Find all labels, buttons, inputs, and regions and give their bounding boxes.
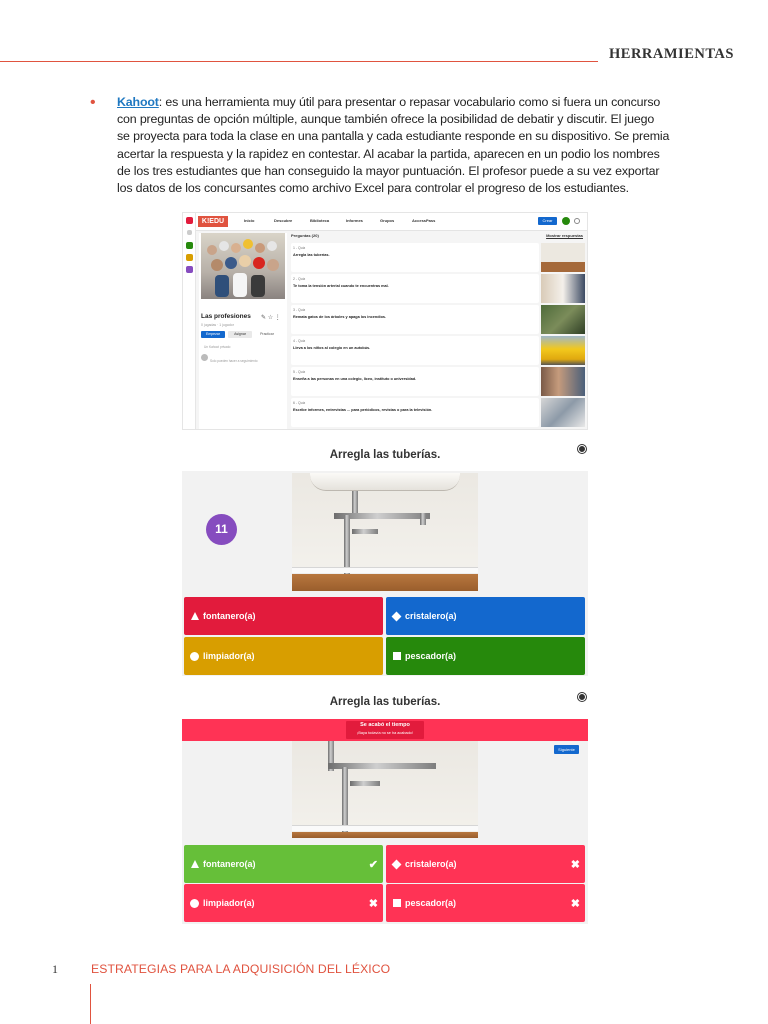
answer-option[interactable] (386, 637, 585, 675)
questions-panel (291, 233, 587, 429)
question-row[interactable] (291, 305, 539, 334)
nav-item-biblioteca[interactable]: Biblioteca (310, 218, 330, 223)
questions-header: Preguntas (20) (291, 233, 319, 238)
question-row[interactable] (291, 336, 539, 365)
question-title: Arregla las tuberías. (329, 696, 441, 708)
visibility-text: Un Kahoot privado (204, 345, 231, 349)
nav-item-inicio[interactable]: Inicio (244, 218, 255, 223)
question-number: 4 - Quiz (293, 339, 306, 343)
cross-icon: ✖ (368, 898, 378, 910)
kahoot-edu-logo[interactable]: K!EDU (198, 216, 228, 227)
cross-icon: ✖ (570, 898, 580, 910)
description-line: se proyecta para toda la clase en una pantalla y cada estudiante responde en su dispositivo. Se premia (117, 129, 670, 144)
answer-option[interactable] (386, 597, 585, 635)
times-up-box (346, 721, 424, 739)
question-row[interactable] (291, 367, 539, 396)
answer-label: pescador(a) (405, 898, 457, 908)
answer-label: limpiador(a) (203, 898, 255, 908)
description-line: : es una herramienta muy útil para presentar o repasar vocabulario como si fuera un concurso (158, 95, 661, 109)
circle-icon (189, 898, 200, 909)
answer-label: pescador(a) (405, 651, 457, 661)
sidebar-purple-icon[interactable] (186, 266, 193, 273)
dashboard-topbar (196, 213, 588, 231)
diamond-icon (391, 859, 402, 870)
footer-title: ESTRATEGIAS PARA LA ADQUISICIÓN DEL LÉXICO (91, 962, 391, 976)
sidebar-yellow-icon[interactable] (186, 254, 193, 261)
timer-countdown: 11 (206, 514, 237, 545)
nav-item-descubre[interactable]: Descubre (274, 218, 293, 223)
question-thumbnail (541, 305, 585, 334)
pipes-image (292, 741, 478, 838)
bullet-marker: • (90, 94, 96, 111)
sidebar-app-icon[interactable] (186, 217, 193, 224)
question-number: 5 - Quiz (293, 370, 306, 374)
settings-icon[interactable] (578, 693, 586, 701)
footer-rule (90, 984, 91, 1024)
header-rule (0, 61, 598, 62)
dashboard-sidebar (183, 213, 196, 430)
sidebar-green-icon[interactable] (186, 242, 193, 249)
description-line: los datos de los concursantes como archivo Excel para controlar el progreso de los estudiantes. (117, 181, 629, 196)
answer-label: cristalero(a) (405, 859, 457, 869)
question-text: Enseña a las personas en una colegio, liceo, instituto o universidad. (293, 377, 417, 381)
next-button[interactable]: Siguiente (554, 745, 579, 754)
question-thumbnail (541, 398, 585, 427)
triangle-icon (189, 611, 200, 622)
question-number: 6 - Quiz (293, 401, 306, 405)
kahoot-result-screenshot (182, 684, 588, 924)
assign-button[interactable]: Asignar (228, 331, 252, 338)
question-text: Lleva a los niños al colegio en un autobús. (293, 346, 371, 350)
question-row[interactable] (291, 243, 539, 272)
answer-label: cristalero(a) (405, 611, 457, 621)
answer-option-wrong[interactable] (386, 884, 585, 922)
question-thumbnail (541, 336, 585, 365)
kahoot-title: Las profesiones (201, 313, 251, 320)
page-number: 1 (52, 962, 58, 976)
settings-icon[interactable] (578, 445, 586, 453)
sidebar-arrow-icon[interactable] (187, 230, 192, 235)
description-line: acertar la respuesta y la rapidez en contestar. Al acabar la partida, aparecen en un podio los nombres (117, 146, 660, 161)
question-thumbnail (541, 243, 585, 272)
question-number: 3 - Quiz (293, 308, 306, 312)
question-thumbnail (541, 274, 585, 303)
times-up-banner (182, 719, 588, 741)
question-row[interactable] (291, 274, 539, 303)
edit-icon[interactable]: ✎ ☆ ⋮ (261, 315, 281, 321)
question-text: Arregla las tuberías. (293, 253, 330, 257)
question-text: Remata gatos de los árboles y apaga los incendios. (293, 315, 387, 319)
circle-icon (189, 651, 200, 662)
practice-button[interactable]: Practicar (260, 332, 274, 336)
notification-bell-icon[interactable] (574, 218, 580, 224)
answer-label: limpiador(a) (203, 651, 255, 661)
checkmark-icon: ✔ (368, 859, 378, 871)
professions-cover-image (201, 233, 285, 299)
question-row[interactable] (291, 398, 539, 427)
question-number: 1 - Quiz (293, 246, 306, 250)
section-title: HERRAMIENTAS (609, 46, 734, 62)
start-button[interactable]: Empezar (201, 331, 225, 338)
description-line: con preguntas de opción múltiple, aunque también ofrece la posibilidad de debatir y discutir. El juego (117, 112, 655, 127)
question-text: Escribe informes, entrevistas ... para periódicos, revistas o para la televisión. (293, 408, 433, 412)
kahoot-question-screenshot (182, 440, 588, 676)
kahoot-dashboard-screenshot (182, 212, 588, 430)
question-thumbnail (541, 367, 585, 396)
answer-option[interactable] (184, 597, 383, 635)
answer-label: fontanero(a) (203, 859, 256, 869)
answer-label: fontanero(a) (203, 611, 256, 621)
times-up-title: Se acabó el tiempo (360, 722, 410, 728)
nav-item-accesspass[interactable]: AccessPass (412, 218, 436, 223)
answer-option[interactable] (184, 637, 383, 675)
cross-icon: ✖ (570, 859, 580, 871)
owner-avatar (201, 354, 208, 361)
question-text: Te toma la tensión arterial cuando te encuentras mal. (293, 284, 389, 288)
create-button[interactable]: Crear (538, 217, 557, 225)
pipes-image (292, 473, 478, 591)
square-icon (391, 651, 402, 662)
question-title: Arregla las tuberías. (329, 449, 441, 461)
answer-option-wrong[interactable] (184, 884, 383, 922)
owner-text: Solo pueden hacer a seguimiento (210, 359, 258, 363)
question-number: 2 - Quiz (293, 277, 306, 281)
triangle-icon (189, 859, 200, 870)
diamond-icon (391, 611, 402, 622)
answer-option-wrong[interactable] (386, 845, 585, 883)
answer-option-correct[interactable] (184, 845, 383, 883)
description-line: de los tres estudiantes que han conseguido la mayor puntuación. El profesor puede a su vez exportar (117, 163, 660, 178)
kahoot-link[interactable]: Kahoot (117, 95, 159, 109)
kahoot-description (117, 94, 677, 197)
avatar[interactable] (562, 217, 570, 225)
nav-item-grupos[interactable]: Grupos (380, 218, 395, 223)
kahoot-meta: 0 jugadas · 1 jugador (201, 323, 234, 327)
kahoot-summary-panel (199, 233, 287, 429)
square-icon (391, 898, 402, 909)
nav-item-informes[interactable]: Informes (346, 218, 363, 223)
show-answers-button[interactable]: Mostrar respuestas (546, 233, 583, 238)
times-up-subtitle: ¡Baya todavía no se ha acabado! (357, 731, 413, 735)
